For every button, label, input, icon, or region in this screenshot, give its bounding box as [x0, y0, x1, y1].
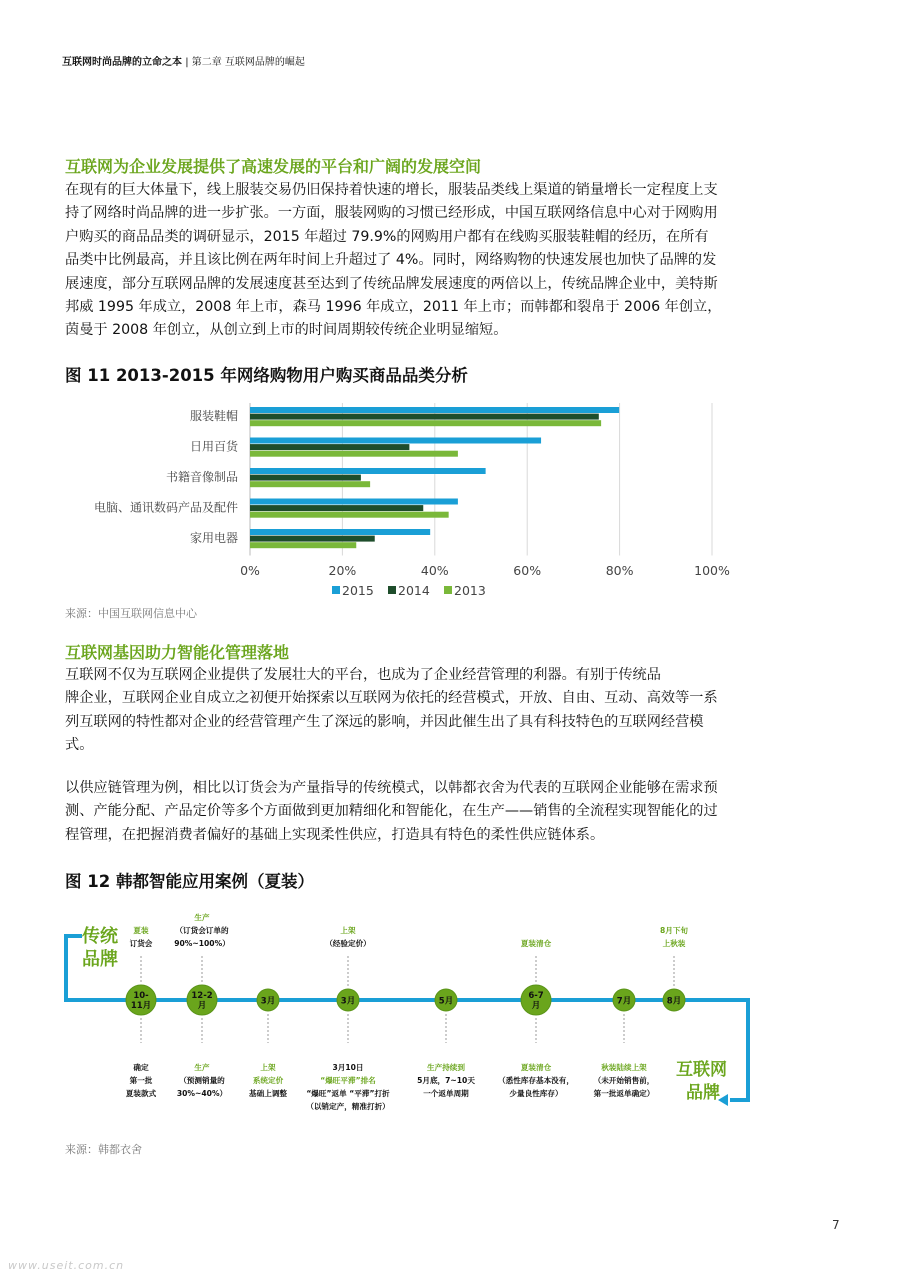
top-note: 生产	[194, 913, 210, 922]
internet-brand-label: 品牌	[686, 1083, 720, 1103]
category-label: 家用电器	[189, 531, 238, 545]
bar-2014-1	[250, 444, 409, 450]
category-label: 服装鞋帽	[189, 409, 238, 423]
section2-p2-line: 程管理，在把握消费者偏好的基础上实现柔性供应，打造具有特色的柔性供应链体系。	[65, 826, 605, 843]
header-chapter: 第二章 互联网品牌的崛起	[191, 57, 305, 68]
node-label: 7月	[616, 996, 632, 1007]
top-note: 上秋装	[662, 939, 686, 948]
section2-p2-line: 测、产能分配、产品定价等多个方面做到更加精细化和智能化，在生产——销售的全流程实现智能化的过	[65, 803, 718, 820]
bar-2015-1	[250, 438, 541, 444]
node-label: 12-2	[191, 991, 213, 1001]
bottom-note: 生产	[194, 1063, 210, 1072]
bottom-note: “爆旺”返单 “平滞”打折	[306, 1089, 390, 1098]
legend-label: 2015	[342, 583, 374, 598]
bottom-note: 少量良性库存）	[509, 1089, 563, 1098]
section2-p1-line: 式。	[65, 737, 94, 754]
section1-title: 互联网为企业发展提供了高速发展的平台和广阔的发展空间	[65, 157, 482, 176]
bottom-note: 确定	[133, 1063, 149, 1072]
bar-2013-2	[250, 481, 370, 487]
x-tick-label: 40%	[420, 563, 449, 578]
node-label: 5月	[438, 996, 454, 1007]
bottom-note: （悉性库存基本没有，	[498, 1076, 574, 1085]
bar-2014-2	[250, 475, 361, 481]
bar-2014-4	[250, 536, 375, 542]
bar-2015-2	[250, 468, 486, 474]
node-label: 6-7	[528, 991, 544, 1001]
section2-p2-line: 以供应链管理为例，相比以订货会为产量指导的传统模式，以韩都衣舍为代表的互联网企业能够在需求预	[65, 780, 718, 796]
section1-line: 在现有的巨大体量下，线上服装交易仍旧保持着快速的增长，服装品类线上渠道的销量增长一定程度上支	[65, 182, 718, 198]
figure11-bar-chart	[60, 393, 750, 608]
section1-line: 展速度，部分互联网品牌的发展速度甚至达到了传统品牌发展速度的两倍以上，传统品牌企业中，美特斯	[65, 275, 718, 292]
bottom-note: 30%~40%）	[176, 1089, 228, 1098]
legend-label: 2013	[454, 583, 486, 598]
figure12-title: 图 12 韩都智能应用案例（夏装）	[65, 872, 314, 891]
x-tick-label: 0%	[240, 563, 260, 578]
bottom-note: 3月10日	[332, 1063, 364, 1072]
header-title: 互联网时尚品牌的立命之本	[62, 57, 182, 68]
section1-line: 品类中比例最高，并且该比例在两年时间上升超过了 4%。同时，网络购物的快速发展也加快了品牌的发	[65, 252, 717, 269]
bar-2014-3	[250, 505, 423, 511]
bottom-note: 夏装款式	[125, 1089, 157, 1098]
running-header	[62, 53, 305, 68]
bottom-note: 第一批	[129, 1076, 153, 1085]
top-note: 订货会	[129, 939, 153, 948]
bottom-note: 系统定价	[252, 1076, 284, 1085]
top-note: 夏装	[133, 926, 149, 935]
bottom-note: 秋装陆续上架	[601, 1063, 647, 1072]
node-label: 8月	[666, 996, 682, 1007]
section1-line: 茵曼于 2008 年创立，从创立到上市的时间周期较传统企业明显缩短。	[65, 322, 508, 339]
x-tick-label: 100%	[694, 563, 730, 578]
bottom-note: （未开始销售前，	[593, 1076, 655, 1085]
category-label: 书籍音像制品	[165, 470, 238, 484]
bottom-note: 基础上调整	[249, 1089, 287, 1098]
category-label: 日用百货	[189, 439, 238, 454]
figure11-title: 图 11 2013-2015 年网络购物用户购买商品品类分析	[65, 366, 468, 385]
bar-2015-0	[250, 407, 619, 413]
top-note: （经验定价）	[325, 939, 371, 948]
bottom-note: （预测销量的	[179, 1076, 225, 1085]
legend-swatch-2015	[332, 586, 340, 594]
bar-2015-4	[250, 529, 430, 535]
node-label: 10-	[133, 991, 149, 1001]
internet-brand-label: 互联网	[676, 1060, 727, 1080]
x-tick-label: 80%	[605, 563, 634, 578]
legend-label: 2014	[398, 583, 430, 598]
traditional-brand-label: 品牌	[82, 949, 118, 970]
bar-2015-3	[250, 499, 458, 505]
top-note: 90%~100%）	[174, 939, 230, 948]
bottom-note: 生产持续到	[427, 1063, 465, 1072]
section2-p1-line: 列互联网的特性都对企业的经营管理产生了深远的影响，并因此催生出了具有科技特色的互联网经营模	[65, 713, 704, 730]
figure11-source: 来源：中国互联网信息中心	[65, 607, 197, 620]
traditional-brand-label: 传统	[82, 926, 118, 947]
figure12-source: 来源：韩都衣舍	[65, 1143, 142, 1156]
node-label: 月	[531, 1001, 541, 1011]
bottom-note: 5月底，7~10天	[417, 1076, 475, 1085]
bottom-note: “爆旺平滞”排名	[320, 1076, 376, 1085]
section1-line: 持了网络时尚品牌的进一步扩张。一方面，服装网购的习惯已经形成，中国互联网络信息中心对于网购用	[65, 205, 718, 222]
bar-2013-1	[250, 451, 458, 457]
top-note: （订货会订单的	[175, 926, 229, 935]
bar-2013-3	[250, 512, 449, 518]
section2-paragraph-2	[65, 777, 845, 847]
node-label: 月	[197, 1001, 207, 1011]
section2-p1-line: 牌企业，互联网企业自成立之初便开始探索以互联网为依托的经营模式，开放、自由、互动、高效等一系	[65, 690, 718, 707]
figure12-timeline-diagram	[60, 900, 760, 1115]
legend-swatch-2014	[388, 586, 396, 594]
node-label: 3月	[260, 996, 276, 1007]
section2-paragraph-1	[65, 664, 845, 758]
section1-paragraph	[65, 179, 845, 343]
bottom-note: （以销定产，精准打折）	[306, 1102, 390, 1111]
watermark: www.useit.com.cn	[8, 1259, 125, 1272]
node-label: 11月	[130, 1001, 152, 1011]
bottom-note: 第一批返单确定）	[593, 1089, 655, 1098]
top-note: 8月下旬	[659, 926, 689, 935]
bottom-note: 上架	[260, 1063, 276, 1072]
bar-2013-0	[250, 420, 601, 426]
page-number: 7	[832, 1218, 840, 1232]
bottom-note: 一个返单周期	[423, 1089, 469, 1098]
legend-swatch-2013	[444, 586, 452, 594]
top-note: 夏装清仓	[520, 939, 552, 948]
x-tick-label: 60%	[513, 563, 542, 578]
section2-p1-line: 互联网不仅为互联网企业提供了发展壮大的平台，也成为了企业经营管理的利器。有别于传统品	[65, 667, 661, 683]
top-note: 上架	[340, 926, 356, 935]
section2-title: 互联网基因助力智能化管理落地	[65, 643, 290, 662]
node-label: 3月	[340, 996, 356, 1007]
header-separator: |	[185, 57, 189, 68]
bottom-note: 夏装清仓	[520, 1063, 552, 1072]
bar-2014-0	[250, 414, 599, 420]
section1-line: 户购买的商品品类的调研显示，2015 年超过 79.9%的网购用户都有在线购买服装鞋帽的经历，在所有	[65, 228, 709, 245]
x-tick-label: 20%	[328, 563, 357, 578]
bar-2013-4	[250, 542, 356, 548]
category-label: 电脑、通讯数码产品及配件	[93, 500, 238, 515]
section1-line: 邦威 1995 年成立，2008 年上市，森马 1996 年成立，2011 年上市；而韩都和裂帛于 2006 年创立，	[65, 299, 722, 316]
